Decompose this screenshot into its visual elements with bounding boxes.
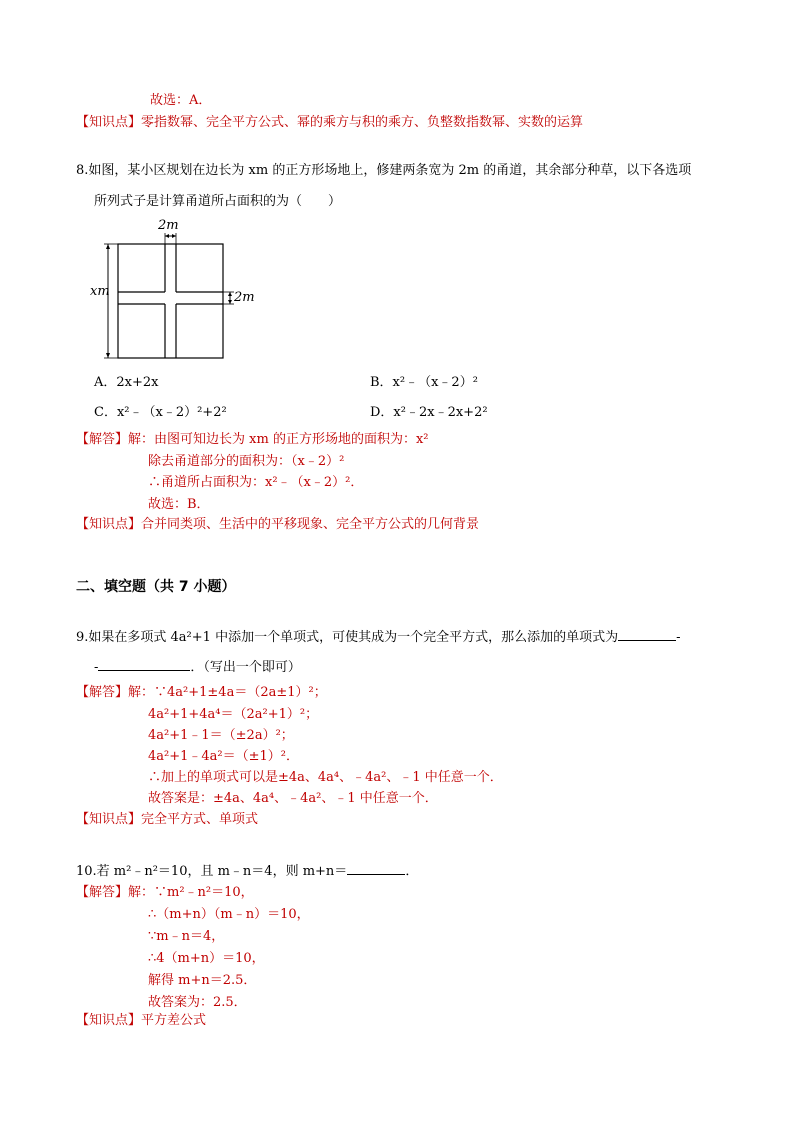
solution-tag: 【解答】 (76, 685, 129, 700)
section-title: 二、填空题（共 7 小题） (76, 579, 236, 595)
q10-stem-end: ． (405, 864, 419, 879)
q10-solution-line: 解：∵m²﹣n²＝10， (128, 885, 254, 900)
knowledge-tag: 【知识点】 (76, 517, 142, 532)
knowledge-tag: 【知识点】 (76, 115, 142, 130)
q8-option-a: A．2x+2x (94, 375, 159, 390)
q9-solution-line: 故答案是：±4a、4a⁴、﹣4a²、﹣1 中任意一个． (148, 791, 438, 806)
q10-solution-line: ∵m﹣n＝4， (148, 929, 225, 944)
q10-solution-row (76, 884, 254, 902)
q8-option-d: D．x²﹣2x﹣2x+2² (370, 405, 488, 420)
knowledge-tag: 【知识点】 (76, 1013, 142, 1028)
solution-tag: 【解答】 (76, 885, 129, 900)
q8-solution-line: 故选：B． (148, 497, 210, 512)
q9-blank-tail: - (676, 630, 681, 645)
q8-solution-row (76, 431, 428, 449)
figure-label-top: 2m (158, 218, 179, 233)
knowledge-tag: 【知识点】 (76, 812, 142, 827)
q9-solution-line: 4a²+1+4a⁴＝（2a²+1）²； (148, 707, 319, 722)
answer-blank[interactable] (618, 626, 676, 641)
q8-stem-line1: 8.如图，某小区规划在边长为 xm 的正方形场地上，修建两条宽为 2m 的甬道，其余部分种草，以下各选项 (76, 163, 692, 178)
q10-solution-line: ∴（m+n）（m﹣n）＝10， (148, 907, 310, 922)
q9-blank-head: - (94, 660, 99, 675)
q10-solution-line: 故答案为：2.5． (148, 995, 247, 1010)
q10-solution-line: 解得 m+n＝2.5． (148, 973, 257, 988)
q9-knowledge: 完全平方式、单项式 (141, 812, 259, 827)
answer-blank[interactable] (98, 656, 190, 671)
q9-solution-line: 解：∵4a²+1±4a＝（2a±1）²； (128, 685, 327, 700)
prev-answer: 故选：A． (150, 93, 212, 108)
q9-stem-line1 (76, 626, 680, 647)
figure-label-right: 2m (234, 290, 255, 305)
q10-stem-text: 10.若 m²﹣n²＝10，且 m﹣n＝4，则 m+n＝ (76, 864, 348, 879)
solution-tag: 【解答】 (76, 432, 129, 447)
answer-blank[interactable] (347, 860, 405, 875)
prev-knowledge: 零指数幂、完全平方公式、幂的乘方与积的乘方、负整数指数幂、实数的运算 (141, 115, 584, 130)
q9-solution-row (76, 684, 327, 702)
q9-knowledge-row (76, 811, 258, 829)
q10-stem (76, 860, 418, 881)
q8-knowledge: 合并同类项、生活中的平移现象、完全平方公式的几何背景 (141, 517, 480, 532)
q8-figure (90, 218, 260, 366)
q8-stem-line2: 所列式子是计算甬道所占面积的为（ ） (94, 194, 342, 209)
q8-option-b: B．x²﹣（x﹣2）² (370, 375, 478, 390)
q9-stem-line2 (94, 656, 301, 677)
q9-solution-line: ∴加上的单项式可以是±4a、4a⁴、﹣4a²、﹣1 中任意一个． (148, 770, 503, 785)
q8-solution-line: 解：由图可知边长为 xm 的正方形场地的面积为：x² (128, 432, 429, 447)
q10-solution-line: ∴4（m+n）＝10， (148, 951, 265, 966)
prev-knowledge-row (76, 114, 583, 132)
q9-stem-text: 9.如果在多项式 4a²+1 中添加一个单项式，可使其成为一个完全平方式，那么添加的单项式为 (76, 630, 619, 645)
q8-knowledge-row (76, 516, 479, 534)
q9-stem-end: ．（写出一个即可） (190, 660, 301, 675)
q10-knowledge-row (76, 1012, 206, 1030)
q8-solution-line: ∴甬道所占面积为：x²﹣（x﹣2）²． (148, 475, 364, 490)
figure-label-left: xm (90, 284, 110, 299)
q8-option-c: C．x²﹣（x﹣2）²+2² (94, 405, 227, 420)
q9-solution-line: 4a²+1﹣4a²＝（±1）²． (148, 749, 300, 764)
q8-solution-line: 除去甬道部分的面积为：（x﹣2）² (148, 454, 345, 469)
q9-solution-line: 4a²+1﹣1＝（±2a）²； (148, 728, 294, 743)
q10-knowledge: 平方差公式 (141, 1013, 207, 1028)
